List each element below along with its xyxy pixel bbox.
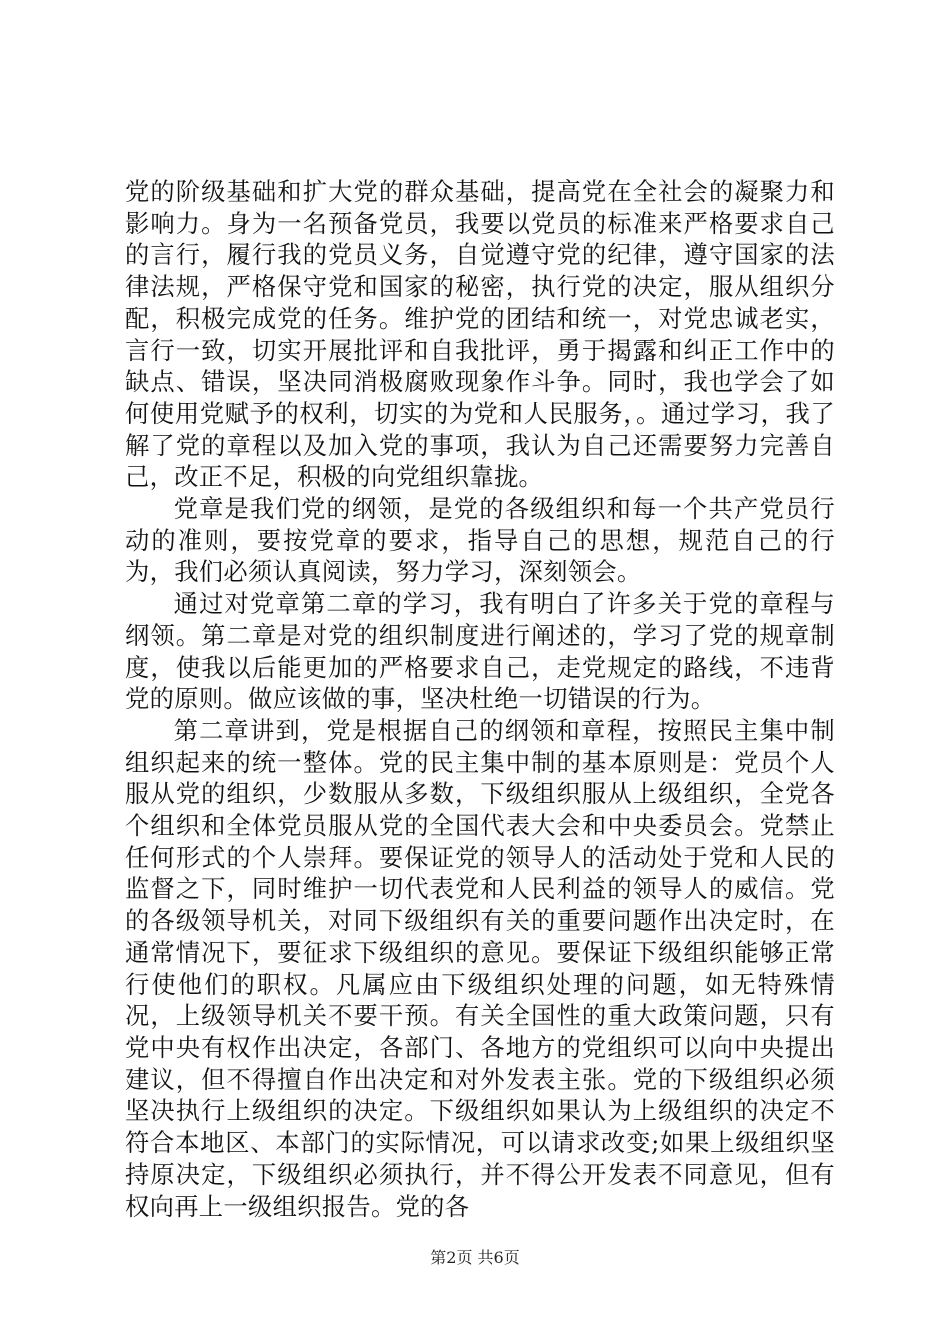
paragraph: 第二章讲到，党是根据自己的纲领和章程，按照民主集中制组织起来的统一整体。党的民主集中制的基本原则是：党员个人服从党的组织，少数服从多数，下级组织服从上级组织，全党各个组织和全体党员服从党的全国代表大会和中央委员会。党禁止任何形式的个人崇拜。要保证党的领导人的活动处于党和人民的监督之下，同时维护一切代表党和人民利益的领导人的威信。党的各级领导机关，对同下级组织有关的重要问题作出决定时，在通常情况下，要征求下级组织的意见。要保证下级组织能够正常行使他们的职权。凡属应由下级组织处理的问题，如无特殊情况，上级领导机关不要干预。有关全国性的重大政策问题，只有党中央有权作出决定，各部门、各地方的党组织可以向中央提出建议，但不得擅自作出决定和对外发表主张。党的下级组织必须坚决执行上级组织的决定。下级组织如果认为上级组织的决定不符合本地区、本部门的实际情况，可以请求改变;如果上级组织坚持原决定，下级组织必须执行，并不得公开发表不同意见，但有权向再上一级组织报告。党的各	[125, 715, 835, 1221]
page-number-footer: 第2页 共6页	[430, 1248, 520, 1267]
document-body	[125, 176, 835, 1222]
paragraph: 党章是我们党的纲领，是党的各级组织和每一个共产党员行动的准则，要按党章的要求，指导自己的思想，规范自己的行为，我们必须认真阅读，努力学习，深刻领会。	[125, 494, 835, 587]
paragraph-continued: 党的阶级基础和扩大党的群众基础，提高党在全社会的凝聚力和影响力。身为一名预备党员，我要以党员的标准来严格要求自己的言行，履行我的党员义务，自觉遵守党的纪律，遵守国家的法律法规，严格保守党和国家的秘密，执行党的决定，服从组织分配，积极完成党的任务。维护党的团结和统一，对党忠诚老实，言行一致，切实开展批评和自我批评，勇于揭露和纠正工作中的缺点、错误，坚决同消极腐败现象作斗争。同时，我也学会了如何使用党赋予的权利，切实的为党和人民服务，。通过学习，我了解了党的章程以及加入党的事项，我认为自己还需要努力完善自己，改正不足，积极的向党组织靠拢。	[125, 177, 835, 492]
paragraph: 通过对党章第二章的学习，我有明白了许多关于党的章程与纲领。第二章是对党的组织制度进行阐述的，学习了党的规章制度，使我以后能更加的严格要求自己，走党规定的路线，不违背党的原则。做应该做的事，坚决杜绝一切错误的行为。	[125, 589, 835, 714]
